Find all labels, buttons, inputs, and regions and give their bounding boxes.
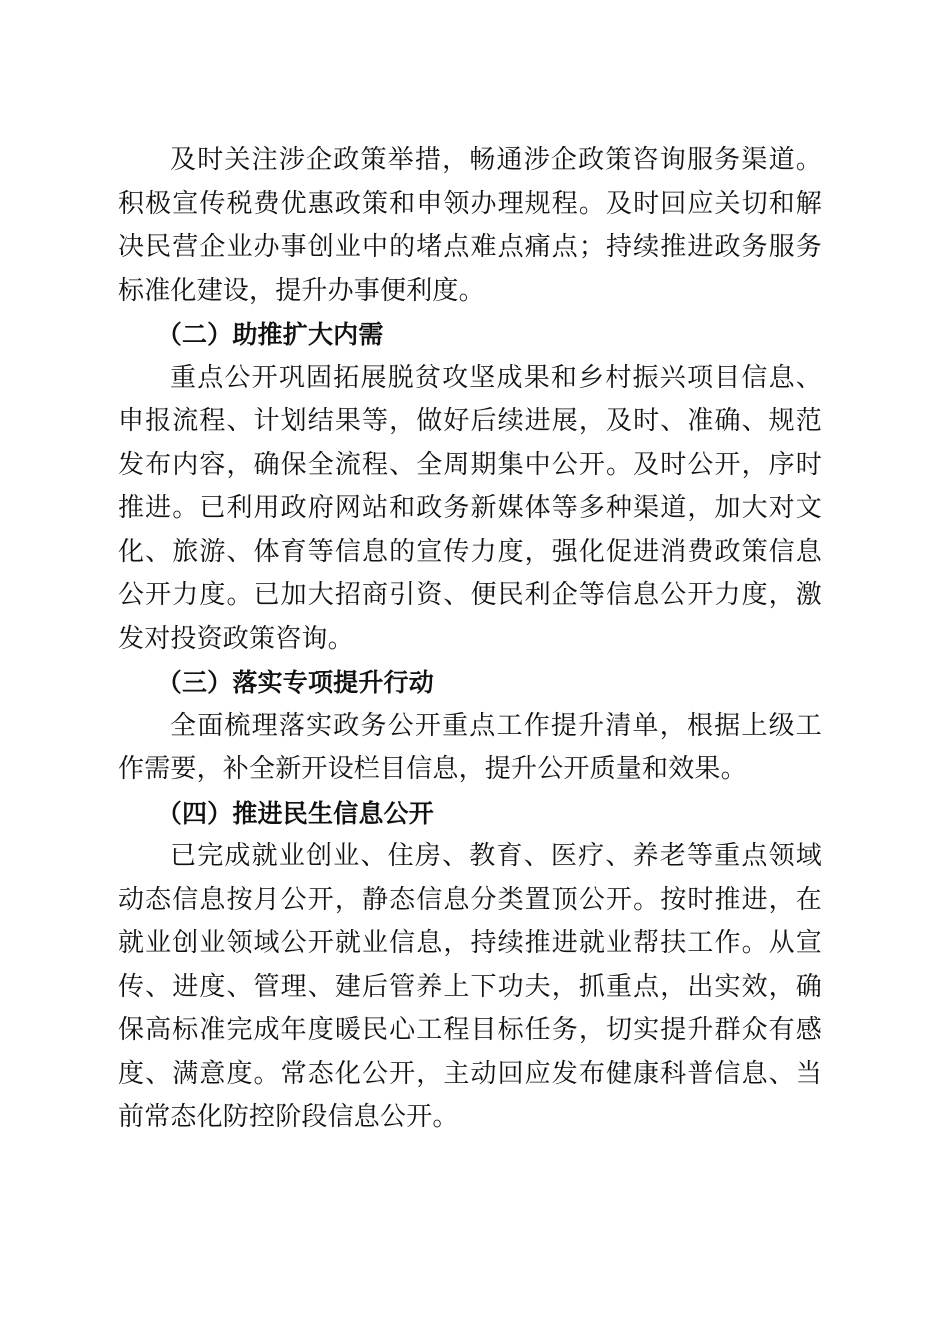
- paragraph-domestic-demand: 重点公开巩固拓展脱贫攻坚成果和乡村振兴项目信息、申报流程、计划结果等，做好后续进展，及时、准确、规范发布内容，确保全流程、全周期集中公开。及时公开，序时推进。已利用政府网站和政务新媒体等多种渠道，加大对文化、旅游、体育等信息的宣传力度，强化促进消费政策信息公开力度。已加大招商引资、便民利企等信息公开力度，激发对投资政策咨询。: [118, 362, 822, 654]
- paragraph-special-action: 全面梳理落实政务公开重点工作提升清单，根据上级工作需要，补全新开设栏目信息，提升公开质量和效果。: [118, 710, 822, 784]
- paragraph-livelihood: 已完成就业创业、住房、教育、医疗、养老等重点领域动态信息按月公开，静态信息分类置顶公开。按时推进，在就业创业领域公开就业信息，持续推进就业帮扶工作。从宣传、进度、管理、建后管养上下功夫，抓重点，出实效，确保高标准完成年度暖民心工程目标任务，切实提升群众有感度、满意度。常态化公开，主动回应发布健康科普信息、当前常态化防控阶段信息公开。: [118, 841, 822, 1132]
- section-heading-livelihood: （四）推进民生信息公开: [156, 798, 434, 828]
- section-heading-special-action: （三）落实专项提升行动: [156, 668, 434, 697]
- section-heading-domestic-demand: （二）助推扩大内需: [156, 320, 384, 349]
- document-body: [118, 139, 822, 1140]
- paragraph-business-policy: 及时关注涉企政策举措，畅通涉企政策咨询服务渠道。积极宣传税费优惠政策和申领办理规程。及时回应关切和解决民营企业办事创业中的堵点难点痛点；持续推进政务服务标准化建设，提升办事便利度。: [118, 145, 822, 306]
